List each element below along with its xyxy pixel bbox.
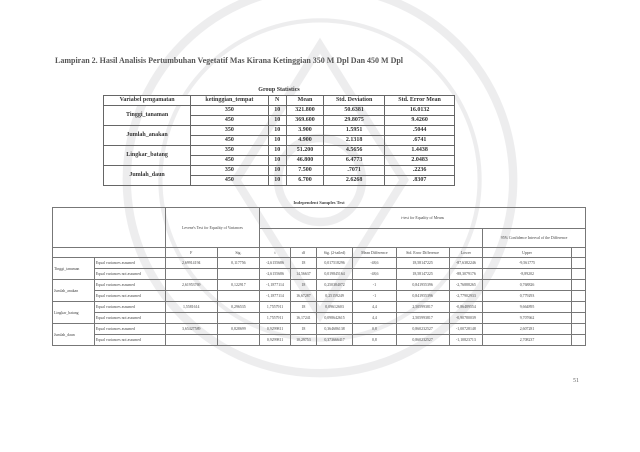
table-cell: 16,67287 <box>290 291 316 302</box>
table-row <box>104 146 455 156</box>
table-cell: Equal variances assumed <box>94 258 165 269</box>
table-cell: 450 <box>191 136 268 146</box>
table-cell: 0,117756 <box>217 258 259 269</box>
table-cell: 1,7557911 <box>260 302 291 313</box>
column-header: Variabel pengamatan <box>104 96 191 106</box>
table-cell: 0,860232527 <box>396 335 449 346</box>
table-row <box>53 302 586 313</box>
table-row <box>104 106 455 116</box>
table-cell <box>165 313 217 324</box>
variable-name: Jumlah_daun <box>53 324 95 346</box>
table-header-row <box>104 96 455 106</box>
table-row <box>53 258 586 269</box>
table-cell: -0,90780039 <box>449 313 483 324</box>
variable-name: Lingkar_batang <box>53 302 95 324</box>
table-cell: Equal variances not assumed <box>94 269 165 280</box>
empty-cell <box>571 335 585 346</box>
empty-cell <box>571 280 585 291</box>
table-cell: 0,8 <box>353 335 396 346</box>
empty-header-cell <box>260 229 483 248</box>
table-cell: 1.5951 <box>324 126 385 136</box>
table-cell: -48,6 <box>353 269 396 280</box>
column-header: F <box>165 248 217 258</box>
table-cell: 350 <box>191 126 268 136</box>
table-cell: 2,708237 <box>483 335 572 346</box>
column-header: Sig. <box>217 248 259 258</box>
table-cell: 0,122917 <box>217 280 259 291</box>
table-cell: 350 <box>191 146 268 156</box>
table-cell: -8,89202 <box>483 269 572 280</box>
table-cell: 4.5656 <box>324 146 385 156</box>
table-cell: Equal variances not assumed <box>94 313 165 324</box>
group-statistics-body <box>104 106 455 186</box>
table-cell: -0,86489554 <box>449 302 483 313</box>
table-cell: -9,561775 <box>483 258 572 269</box>
table-cell: -87,6382246 <box>449 258 483 269</box>
table-cell: 18,58147225 <box>396 258 449 269</box>
table-cell: 2,69914194 <box>165 258 217 269</box>
levene-header: Levene's Test for Equality of Variances <box>165 208 259 248</box>
table-row <box>104 166 455 176</box>
empty-cell <box>571 269 585 280</box>
table-cell: 3,65427589 <box>165 324 217 335</box>
ci-header: 95% Confidence Interval of the Difference <box>483 229 586 248</box>
table-cell: 4,4 <box>353 313 396 324</box>
table-cell: 0,017518296 <box>316 258 352 269</box>
table-cell: 10 <box>268 146 286 156</box>
table-cell: 18,58147225 <box>396 269 449 280</box>
variable-name: Lingkar_batang <box>104 146 191 166</box>
column-header: Upper <box>483 248 572 258</box>
table-cell: 4.900 <box>286 136 323 146</box>
variable-name: Tinggi_tanaman <box>104 106 191 126</box>
table-cell: 10 <box>268 116 286 126</box>
table-cell: 0,09612603 <box>316 302 352 313</box>
column-header: Mean <box>286 96 323 106</box>
empty-corner <box>53 208 166 248</box>
table-cell: 0,364686138 <box>316 324 352 335</box>
table-cell: 29.8075 <box>324 116 385 126</box>
table-cell <box>165 335 217 346</box>
table-row <box>53 280 586 291</box>
table-cell: 450 <box>191 156 268 166</box>
table-cell <box>217 269 259 280</box>
table-cell <box>217 313 259 324</box>
table-cell: 0,019845164 <box>316 269 352 280</box>
table-cell: 7.500 <box>286 166 323 176</box>
table-cell: 2.0483 <box>385 156 455 166</box>
empty-cell <box>571 258 585 269</box>
table-cell: -2,77902933 <box>449 291 483 302</box>
table-caption: Group Statistics <box>258 86 300 93</box>
table-cell: -1,1877114 <box>260 280 291 291</box>
table-row <box>53 269 586 280</box>
table-cell: 350 <box>191 166 268 176</box>
table-cell: .2236 <box>385 166 455 176</box>
table-cell: 6.4773 <box>324 156 385 166</box>
table-cell: 0,098642615 <box>316 313 352 324</box>
table-cell <box>217 291 259 302</box>
table-cell: 0,9299811 <box>260 324 291 335</box>
table-cell: 18 <box>290 302 316 313</box>
table-cell: 0,860232527 <box>396 324 449 335</box>
table-cell: 0,9299811 <box>260 335 291 346</box>
table-cell: 2,505993817 <box>396 313 449 324</box>
table-cell: 10 <box>268 106 286 116</box>
table-row <box>53 291 586 302</box>
table-cell: 4,4 <box>353 302 396 313</box>
table-row <box>53 313 586 324</box>
empty-cell <box>571 313 585 324</box>
table-cell: 1,7557911 <box>260 313 291 324</box>
subheader-row <box>53 248 586 258</box>
table-cell: -1 <box>353 280 396 291</box>
table-cell: -1,1877114 <box>260 291 291 302</box>
table-cell: Equal variances not assumed <box>94 291 165 302</box>
table-cell <box>165 269 217 280</box>
table-cell: 9,707662 <box>483 313 572 324</box>
table-cell: Equal variances not assumed <box>94 335 165 346</box>
column-header: Std. Deviation <box>324 96 385 106</box>
column-header: ketinggian_tempat <box>191 96 268 106</box>
variable-name: Jumlah_anakan <box>53 280 95 302</box>
table-cell: 0,25159249 <box>316 291 352 302</box>
table-cell: .6741 <box>385 136 455 146</box>
column-header: df <box>290 248 316 258</box>
table-cell: 10 <box>268 176 286 186</box>
independent-samples-table <box>52 197 586 346</box>
table-cell: -2,6155686 <box>260 258 291 269</box>
table-cell: 16,17241 <box>290 313 316 324</box>
table-cell: 0,779293 <box>483 291 572 302</box>
column-header: Lower <box>449 248 483 258</box>
empty-header-cell <box>571 248 585 258</box>
column-header: Std. Error Mean <box>385 96 455 106</box>
table-cell: -48,6 <box>353 258 396 269</box>
table-row <box>53 324 586 335</box>
table-cell: 10,29753 <box>290 335 316 346</box>
table-cell: 0,8 <box>353 324 396 335</box>
independent-samples-body <box>53 258 586 346</box>
table-cell <box>165 291 217 302</box>
table-cell: 0,768826 <box>483 280 572 291</box>
ttest-header: t-test for Equality of Means <box>260 208 586 229</box>
table-cell: 0,828699 <box>217 324 259 335</box>
variable-name: Jumlah_daun <box>104 166 191 186</box>
table-cell: 50.6381 <box>324 106 385 116</box>
table-cell: 10 <box>268 156 286 166</box>
table-cell: Equal variances assumed <box>94 302 165 313</box>
empty-header-cell <box>53 248 166 258</box>
table-cell: 0,841955396 <box>396 291 449 302</box>
column-header: t <box>260 248 291 258</box>
table-cell: -88,3079176 <box>449 269 483 280</box>
table-cell: 0,841955396 <box>396 280 449 291</box>
table-cell: 14,56637 <box>290 269 316 280</box>
table-cell: 10 <box>268 126 286 136</box>
table-cell: 350 <box>191 106 268 116</box>
table-cell: 1,5581614 <box>165 302 217 313</box>
table-cell: 51.200 <box>286 146 323 156</box>
table-cell: .5044 <box>385 126 455 136</box>
table-cell: 450 <box>191 176 268 186</box>
table-cell: -2,76888265 <box>449 280 483 291</box>
table-cell: 0,296535 <box>217 302 259 313</box>
table-cell: 321.800 <box>286 106 323 116</box>
table-cell: Equal variances assumed <box>94 280 165 291</box>
table-cell: 18 <box>290 324 316 335</box>
table-caption: Independent Samples Test <box>293 199 345 205</box>
page-number: 51 <box>573 378 579 384</box>
table-cell: 18 <box>290 258 316 269</box>
variable-name: Jumlah_anakan <box>104 126 191 146</box>
table-cell: 2,505993817 <box>396 302 449 313</box>
table-cell: 9,664895 <box>483 302 572 313</box>
variable-name: Tinggi_tanaman <box>53 258 95 280</box>
table-cell: 10 <box>268 166 286 176</box>
table-cell: .7071 <box>324 166 385 176</box>
table-cell: .8307 <box>385 176 455 186</box>
empty-cell <box>571 291 585 302</box>
table-cell: 450 <box>191 116 268 126</box>
table-cell: -1 <box>353 291 396 302</box>
table-cell: 16.0132 <box>385 106 455 116</box>
table-cell <box>217 335 259 346</box>
table-cell: 2,61953769 <box>165 280 217 291</box>
column-header: N <box>268 96 286 106</box>
table-cell: 46.800 <box>286 156 323 166</box>
table-cell: 0,373666417 <box>316 335 352 346</box>
table-cell: 18 <box>290 280 316 291</box>
table-cell: 3.900 <box>286 126 323 136</box>
table-cell: 2,607281 <box>483 324 572 335</box>
table-cell: -2,6155686 <box>260 269 291 280</box>
table-cell: 9.4260 <box>385 116 455 126</box>
table-cell: 369.600 <box>286 116 323 126</box>
empty-cell <box>571 324 585 335</box>
table-cell: Equal variances assumed <box>94 324 165 335</box>
table-cell: 2.6268 <box>324 176 385 186</box>
column-header: Std. Error Difference <box>396 248 449 258</box>
table-cell: 0,250384072 <box>316 280 352 291</box>
table-row <box>53 335 586 346</box>
table-cell: 2.1318 <box>324 136 385 146</box>
table-cell: -1,10823713 <box>449 335 483 346</box>
column-header: Sig. (2-tailed) <box>316 248 352 258</box>
table-cell: 10 <box>268 136 286 146</box>
table-cell: -1,00728148 <box>449 324 483 335</box>
column-header: Mean Difference <box>353 248 396 258</box>
group-statistics-table <box>103 85 455 186</box>
table-row <box>104 126 455 136</box>
empty-cell <box>571 302 585 313</box>
page-heading: Lampiran 2. Hasil Analisis Pertumbuhan Vegetatif Mas Kirana Ketinggian 350 M Dpl Dan 450 M Dpl <box>55 56 404 65</box>
table-cell: 1.4438 <box>385 146 455 156</box>
table-cell: 6.700 <box>286 176 323 186</box>
